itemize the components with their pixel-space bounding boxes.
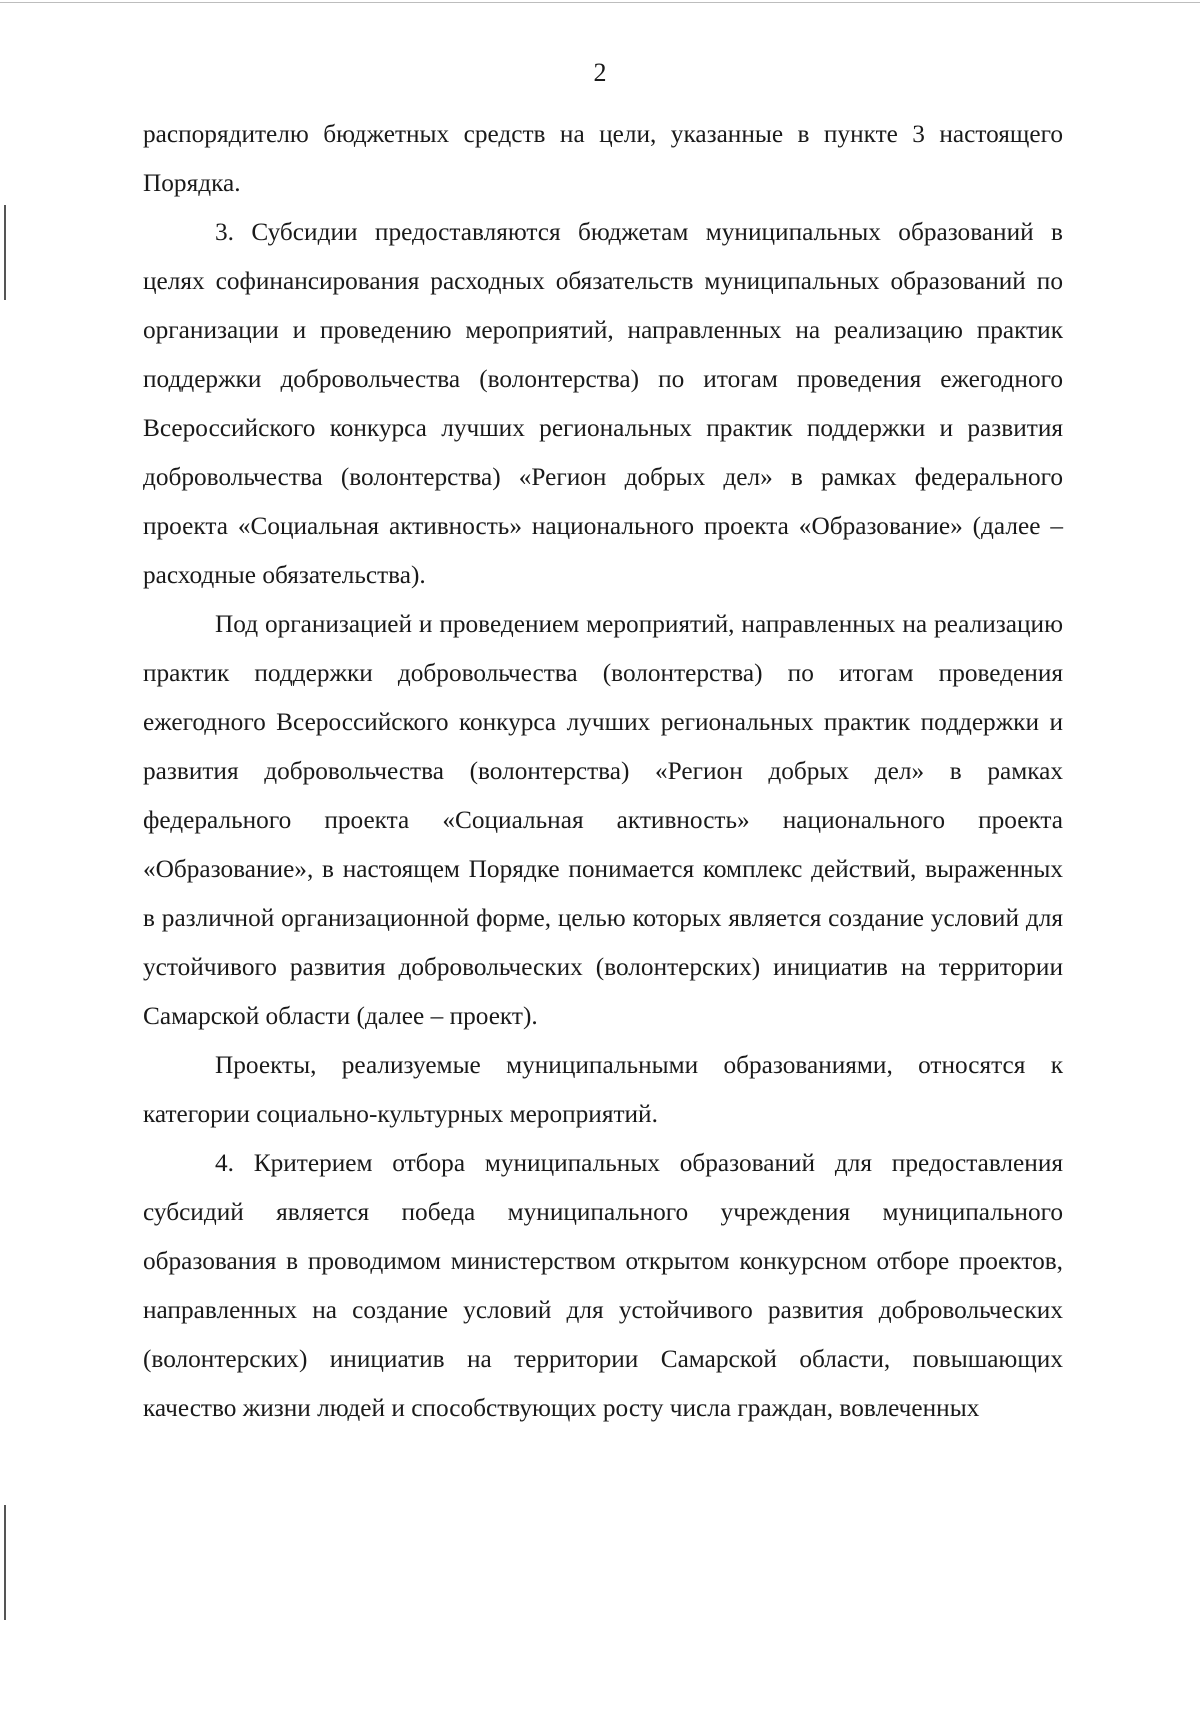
- paragraph-definition: Под организацией и проведением мероприятий, направленных на реализацию практик поддержки добровольчества (волонтерства) по итогам проведения ежегодного Всероссийского конкурса лучших региональных практик поддержки и развития добровольчества (волонтерства) «Регион добрых дел» в рамках федерального проекта «Социальная активность» национального проекта «Образование», в настоящем Порядке понимается комплекс действий, выраженных в различной организационной форме, целью которых является создание условий для устойчивого развития добровольческих (волонтерских) инициатив на территории Самарской области (далее – проект).: [143, 610, 1063, 1030]
- document-body: [143, 110, 1063, 1433]
- scan-edge-line: [0, 2, 1200, 3]
- paragraph-item-4: 4. Критерием отбора муниципальных образований для предоставления субсидий является победа муниципального учреждения муниципального образования в проводимом министерством открытом конкурсном отборе проектов, направленных на создание условий для устойчивого развития добровольческих (волонтерских) инициатив на территории Самарской области, повышающих качество жизни людей и способствующих росту числа граждан, вовлеченных: [143, 1149, 1063, 1422]
- page-number: 2: [593, 58, 607, 87]
- paragraph-projects: Проекты, реализуемые муниципальными образованиями, относятся к категории социально-культурных мероприятий.: [143, 1051, 1063, 1128]
- scan-margin-mark: [4, 1505, 6, 1620]
- paragraph-continuation: распорядителю бюджетных средств на цели, указанные в пункте 3 настоящего Порядка.: [143, 120, 1063, 197]
- paragraph-item-3: 3. Субсидии предоставляются бюджетам муниципальных образований в целях софинансирования расходных обязательств муниципальных образований по организации и проведению мероприятий, направленных на реализацию практик поддержки добровольчества (волонтерства) по итогам проведения ежегодного Всероссийского конкурса лучших региональных практик поддержки и развития добровольчества (волонтерства) «Регион добрых дел» в рамках федерального проекта «Социальная активность» национального проекта «Образование» (далее – расходные обязательства).: [143, 218, 1063, 589]
- scan-margin-mark: [4, 205, 6, 300]
